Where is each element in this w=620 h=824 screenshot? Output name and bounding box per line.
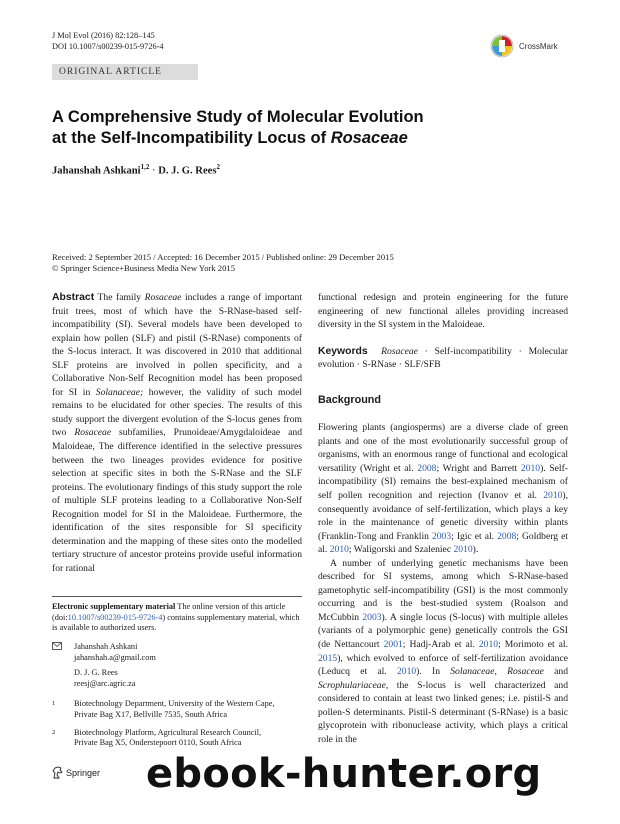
supplementary-material-note: Electronic supplementary material The online version of this article (doi:10.1007/s00239-015-9726-4) contains supplementary material, which is available to authorized users. bbox=[52, 602, 300, 633]
crossmark-badge[interactable] bbox=[490, 32, 580, 60]
author-1[interactable]: Jahanshah Ashkani bbox=[52, 165, 141, 177]
affiliation-1: 1 Biotechnology Department, University of the Western Cape, Private Bag X17, Bellville 7535, South Africa bbox=[52, 699, 275, 719]
background-paragraph-2: A number of underlying genetic mechanisms have been described for SI systems, among which S-RNase-based gametophytic self-incompatibility (GSI) is the most commonly occurring and is the best-studied system (Roalson and McCubbin 2003). A single locus (S-locus) with multiple alleles (variants of a polymorphic gene) genetically controls the GSI (de Nettancourt 2001; Hadj-Arab et al. 2010; Morimoto et al. 2015), which evolved to enforce of self-fertilization avoidance (Leducq et al. 2010). In Solanaceae, Rosaceae and Scrophulariaceae, the S-locus is well characterized and considered to contain at least two linked genes; i.e. pistil-S and pollen-S determinants. Pistil-S determinant (S-RNase) is a basic glycoprotein with ribonuclease activity, which plays a critical role in the bbox=[318, 557, 569, 745]
citation-link[interactable]: 2008 bbox=[497, 530, 517, 542]
doi-line: DOI 10.1007/s00239-015-9726-4 bbox=[52, 42, 164, 51]
citation-link[interactable]: 2003 bbox=[431, 530, 452, 542]
correspondence-block bbox=[52, 642, 302, 749]
author-2[interactable]: D. J. G. Rees bbox=[158, 165, 217, 177]
paper-title bbox=[52, 107, 552, 148]
section-heading-background: Background bbox=[318, 393, 381, 406]
abstract-label: Abstract bbox=[52, 292, 95, 303]
citation-link[interactable]: 2010 bbox=[453, 544, 473, 556]
abstract-continuation: functional redesign and protein engineering for the future engineering of new functional alleles providing increased diversity in the SI system in the Maloideae. bbox=[318, 292, 568, 331]
esm-doi-link[interactable]: 10.1007/s00239-015-9726-4 bbox=[67, 612, 163, 622]
correspondence-name-1: Jahanshah Ashkani bbox=[74, 642, 138, 651]
citation-link[interactable]: 2003 bbox=[362, 611, 382, 623]
correspondence-email-2[interactable]: reesj@arc.agric.za bbox=[74, 678, 136, 688]
keywords: Keywords Rosaceae · Self-incompatibility · Molecular evolution · S-RNase · SLF/SFB bbox=[318, 345, 569, 371]
springer-logo: Springer bbox=[52, 766, 100, 779]
crossmark-icon bbox=[490, 34, 514, 58]
citation-link[interactable]: 2010 bbox=[478, 639, 499, 651]
citation-link[interactable]: 2001 bbox=[383, 639, 403, 651]
main-text-column bbox=[318, 291, 568, 746]
background-paragraph-1: Flowering plants (angiosperms) are a diverse clade of green plants and one of the most evolutionarily successful group of organisms, with an enormous range of functional and ecological versatility (Wright et al. 2008; Wright and Barrett 2010). Self-incompatibility (SI) remains the best-explained mechanism of self pollen recognition and rejection (Ivanov et al. 2010), consequently avoidance of self-fertilization, which plays a key role in the maintenance of genetic diversity within plants (Franklin-Tong and Franklin 2003; Igic et al. 2008; Goldberg et al. 2010; Waligorski and Szaleniec 2010). bbox=[318, 422, 569, 556]
author-list: Jahanshah Ashkani$^{1,2}$ · D. J. G. Rees$^2$ bbox=[52, 163, 220, 177]
citation-link[interactable]: 2010 bbox=[520, 462, 541, 474]
abstract-block: Abstract The family Rosaceae includes a range of important fruit trees, most of which have the S-RNase-based self-incompatibility (SI). Several models have been developed to explain how pollen (SLF) and pistil (S-RNase) components of the S-locus interact. It was discovered in 2010 that additional SLF proteins are involved in pollen specificity, and a Collaborative Non-Self Recognition model has been proposed for SI in Solanaceae; however, the validity of such model remains to be elucidated for other species. The results of this study support the divergent evolution of the S-locus genes from two Rosaceae subfamilies, Prunoideae/Amygdaloideae and Maloideae, The difference identified in the selective pressures between the two lineages provides evidence for positive selection at specific sites in both the S-RNase and the SLF proteins. The evolutionary findings of this study support the role of multiple SLF proteins leading to a Collaborative Non-Self Recognition model for SI in the Maloideae. Furthermore, the identification of the sites responsible for SI specificity determination and the mapping of these sites onto the modelled tertiary structure of ancestor proteins provide useful information for rational bbox=[52, 292, 303, 574]
citation-link[interactable]: 2015 bbox=[318, 652, 338, 664]
footnote-divider bbox=[52, 596, 302, 597]
envelope-icon bbox=[52, 642, 74, 689]
correspondence-name-2: D. J. G. Rees bbox=[74, 668, 118, 678]
watermark: ebook-hunter.org bbox=[146, 751, 542, 797]
citation-link[interactable]: 2008 bbox=[417, 462, 437, 474]
journal-citation: J Mol Evol (2016) 82:128–145 bbox=[52, 31, 155, 40]
title-line-2: at the Self-Incompatibility Locus of Rosaceae bbox=[52, 128, 408, 147]
article-type-tag: ORIGINAL ARTICLE bbox=[52, 64, 198, 80]
title-line-1: A Comprehensive Study of Molecular Evolution bbox=[52, 108, 424, 126]
publication-dates: Received: 2 September 2015 / Accepted: 16 December 2015 / Published online: 29 December 2015 © Springer Science+Business Media New York 2015 bbox=[52, 252, 394, 273]
crossmark-label: CrossMark bbox=[519, 41, 558, 51]
citation-link[interactable]: 2010 bbox=[329, 544, 349, 556]
citation-link[interactable]: 2010 bbox=[396, 666, 417, 678]
citation-link[interactable]: 2010 bbox=[543, 490, 563, 502]
correspondence-email-1[interactable]: jahanshah.a@gmail.com bbox=[74, 652, 156, 662]
affiliation-2: 2 Biotechnology Platform, Agricultural Research Council, Private Bag X5, Onderstepoort 0110, South Africa bbox=[52, 727, 262, 748]
springer-horse-icon bbox=[52, 766, 63, 779]
